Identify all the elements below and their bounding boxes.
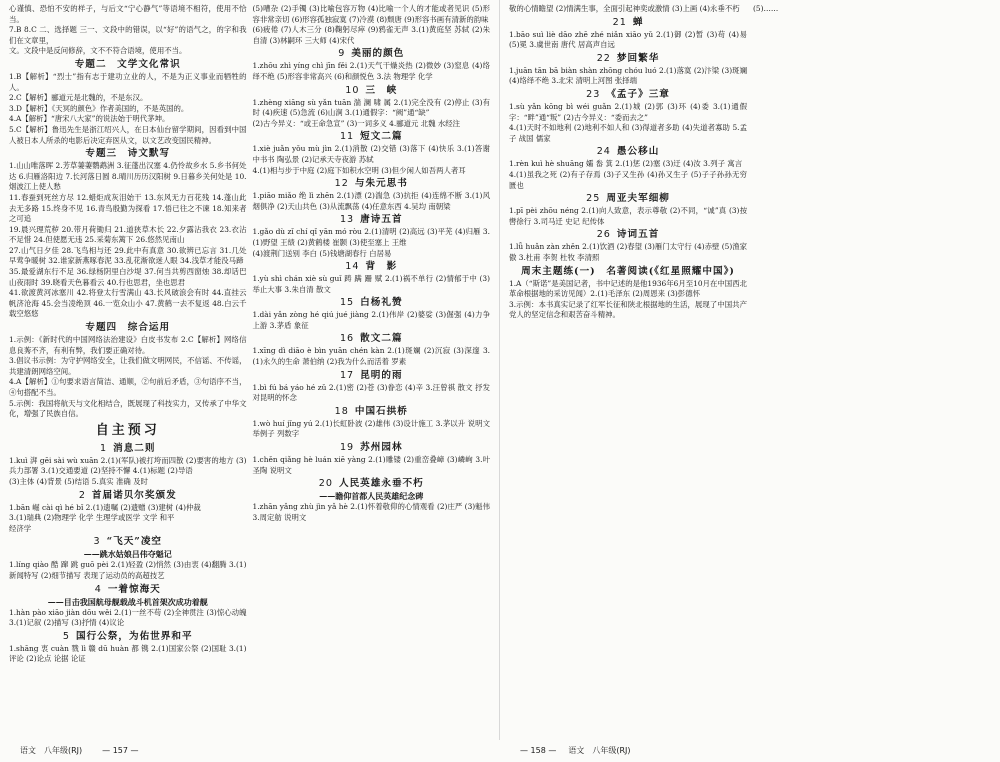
answer-section — [253, 332, 491, 367]
answer-line: 1.lǚ huǎn zàn zhěn 2.(1)饮酒 (2)春望 (3)雁门太守行 (4)赤壁 (5)渔家傲 3.杜甫 李贺 杜牧 李清照 — [509, 242, 747, 262]
answer-section — [253, 477, 491, 523]
answer-line: 1.shāng 衷 cuàn 戮 lì 赣 dū huàn 都 镌 2.(1)国家公祭 (2)国耻 3.(1)评论 (2)论点 论据 论证 — [9, 643, 247, 664]
lesson-title-text: 专题三 诗文默写 — [85, 148, 171, 160]
lesson-title — [253, 177, 491, 191]
answer-section — [9, 147, 247, 320]
answer-line: 1.B【解析】“烈士”指有志于建功立业的人，不是为正义事业而牺牲的人。 — [9, 71, 247, 92]
answer-section — [9, 535, 247, 581]
answer-section — [9, 583, 247, 629]
lesson-title-text: 三 峡 — [365, 84, 398, 96]
answer-section — [753, 4, 991, 15]
answer-line: 1.xīng dì diāo è bìn yuān chén kàn 2.(1)斑斓 (2)沉寂 (3)深邃 3.(1)永久的生命 萧伯纳 (2)我为什么而活着 罗素 — [252, 346, 490, 367]
lesson-title-text: 周亚夫军细柳 — [606, 193, 670, 205]
answer-section — [509, 192, 747, 227]
lesson-number: 23 — [586, 88, 601, 100]
lesson-title-text: “飞天”凌空 — [106, 536, 163, 548]
answer-line: 1.juān tān bā biàn shàn zhōng chóu luó 2.(1)落寞 (2)汴梁 (3)斑斓 (4)络绎不绝 3.北宋 清明上河图 张择端 — [509, 65, 747, 86]
answer-section — [253, 4, 491, 46]
answer-section — [253, 130, 491, 176]
lesson-title — [253, 332, 491, 346]
lesson-subtitle: ——目击我国航母舰载战斗机首架次成功着舰 — [47, 596, 208, 607]
answer-line: 1.sù yǎn kōng bì wéi guǎn 2.(1)城 (2)郭 (3)环 (4)委 3.(1)通假字：“畔”通“叛” (2)古今异义：“委而去之” — [509, 101, 747, 122]
answer-line: (4)渡荆门送别 李白 (5)钱塘湖春行 白居易 — [252, 248, 392, 258]
lesson-title — [253, 369, 491, 383]
answer-line: (3)主体 (4)背景 (5)结语 5.真实 准确 及时 — [9, 476, 148, 486]
lesson-title-text: 中国石拱桥 — [354, 405, 408, 417]
lesson-title-text: 与朱元思书 — [354, 178, 408, 190]
answer-line: 3.D【解析】《天冥的颜色》作者美国的，不是英国的。 — [9, 103, 189, 113]
lesson-title-text: 白杨礼赞 — [360, 297, 403, 309]
lesson-number: 21 — [612, 16, 627, 28]
lesson-number: 2 — [78, 489, 86, 501]
lesson-number: 18 — [334, 405, 349, 417]
lesson-title-text: 人民英雄永垂不朽 — [338, 478, 424, 490]
answer-section — [509, 265, 747, 321]
left-page-column-1 — [6, 4, 250, 740]
answer-section — [509, 4, 747, 15]
lesson-number: 17 — [339, 369, 355, 381]
answer-section — [253, 260, 491, 295]
lesson-title — [253, 405, 491, 419]
answer-line: 1.zhōu zhì yíng chì jīn fěi 2.(1)天气干燥炎热 (2)微妙 (3)窒息 (4)络绎不绝 (5)形容非常高兴 (6)和颜悦色 3.法 物理学 化学 — [252, 61, 490, 81]
answer-line: 1.山山唯落晖 2.芳草萋萋鹦鹉洲 3.征蓬出汉塞 4.仍怜故乡水 5.乡书何处达 6.归雁洛阳边 7.长河落日圆 8.晴川历历汉阳树 9.日暮乡关何处是 10.烟波江上使人愁 — [9, 161, 247, 192]
answer-line: 7.B 8.C 二、选择题 三一、文段中的错误，以“好”的语气之，的字和我们在文章里， — [9, 25, 247, 45]
answer-line: 敬的心情瞻望 (2)情满生事，全面引起神奕或激情 (3)上画 (4)永垂不朽 — [509, 4, 740, 13]
lesson-title — [509, 16, 747, 30]
answer-section — [253, 213, 491, 259]
right-page-column-2 — [750, 4, 994, 740]
answer-section — [9, 630, 247, 665]
answer-line: 4.(1)虽我之死 (2)有子存焉 (3)子又生孙 (4)孙又生子 (5)子子孙孙无穷匮也 — [509, 169, 747, 190]
lesson-title-text: 消息二则 — [113, 442, 156, 454]
lesson-title — [9, 535, 247, 549]
lesson-title-text: 首届诺贝尔奖颁发 — [91, 489, 177, 501]
lesson-title — [253, 296, 491, 310]
answer-line: 4.A【解析】“唐宋八大家”的说法始于明代茅坤。 — [9, 114, 170, 124]
answer-line: 3.示例：本书真实记录了红军长征和陕北根据地的生活，展现了中国共产党人的坚定信念和艰苦奋斗精神。 — [509, 299, 747, 320]
lesson-title-text: 《孟子》三章 — [606, 88, 670, 100]
answer-line: 1.kuì 湃 gēi sài wù xuān 2.(1)(军队)被打垮而四散 (2)要害的地方 (3)兵力部署 3.(1)交通要道 (2)坚持不懈 4.(1)标题 (2)导语 — [9, 455, 247, 476]
answer-line: 4.(1)天时不如地利 (2)地利不如人和 (3)得道者多助 (4)失道者寡助 5.孟子 战国 儒家 — [509, 123, 747, 143]
answer-section — [509, 16, 747, 51]
answer-section — [253, 84, 491, 130]
lesson-title-text: 专题四 综合运用 — [85, 322, 171, 334]
lesson-title — [253, 130, 491, 144]
answer-section — [9, 58, 247, 146]
lesson-title-text: 愚公移山 — [616, 146, 660, 158]
lesson-subtitle: ——跳水姑娘吕伟夺魁记 — [83, 549, 172, 560]
right-page-column-1 — [506, 4, 750, 740]
lesson-title — [509, 88, 747, 102]
lesson-title-text: 梦回繁华 — [616, 52, 660, 64]
lesson-title — [9, 58, 247, 72]
lesson-number: 10 — [345, 84, 360, 96]
right-page — [500, 0, 1000, 740]
lesson-title-text: 散文二篇 — [360, 333, 403, 345]
answer-section — [253, 441, 491, 476]
answer-line: 经济学 — [9, 523, 32, 533]
answer-line: 1.pī pèi zhōu néng 2.(1)向人致意，表示尊敬 (2)不同，“诚”真 (3)按辔徐行 3.司马迁 史记 纪传体 — [509, 206, 747, 226]
lesson-number: 15 — [339, 297, 355, 309]
lesson-number: 14 — [345, 261, 360, 273]
answer-line: (5)嘈杂 (2)手镯 (3)比喻包容万物 (4)比喻一个人的才能或者见识 (5)形容非常亲切 (6)形容孤独寂寞 (7)冷漠 (8)颓唐 (9)形容书画有清新的韵味 — [252, 4, 490, 24]
answer-line: 3.(1)瑞典 (2)物理学 化学 生理学或医学 文学 和平 — [9, 513, 175, 523]
lesson-number: 12 — [334, 178, 349, 190]
lesson-title-text: 背 影 — [365, 261, 398, 273]
answer-line: 心谨慎、恐怕不安的样子，与后文“宁心静气”等语境不相符，使用不恰当。 — [9, 4, 247, 24]
lesson-title-text: 美丽的颜色 — [351, 48, 405, 60]
lesson-title — [253, 441, 491, 455]
answer-section — [253, 405, 491, 440]
answer-section — [253, 177, 491, 212]
lesson-number: 22 — [596, 52, 611, 64]
answer-line: 1.bì fú bá yáo hé zǔ 2.(1)密 (2)苍 (3)眷恋 (4)辛 3.汪曾祺 散文 抒发对昆明的怀念 — [252, 382, 490, 403]
answer-section — [509, 52, 747, 87]
answer-line: 1.gǎo dù zǐ chí qǐ yān mó ròu 2.(1)清明 (2)高远 (3)平芜 (4)归雁 3.(1)野望 王绩 (2)黄鹤楼 崔颢 (3)使至塞上 王维 — [252, 227, 490, 247]
lesson-number: 1 — [100, 442, 108, 454]
lesson-title — [509, 265, 747, 279]
answer-line: 文。文段中是反问修辞，文不不符合语境，使用不当。 — [9, 46, 187, 56]
answer-line: 1.wò huí jǐng yú 2.(1)长虹卧波 (2)雄伟 (3)设计施工 3.茅以升 说明文 举例子 列数字 — [252, 418, 490, 439]
lesson-title — [253, 213, 491, 227]
lesson-number: 24 — [596, 146, 611, 158]
lesson-title — [9, 630, 247, 644]
lesson-title-text: 昆明的雨 — [360, 369, 403, 381]
lesson-title — [9, 583, 247, 597]
answer-line: 1.zhèng xiāng sù yǎn tuān 湍 澜 啸 属 2.(1)完全没有 (2)停止 (3)有时 (4)疾速 (5)急流 (6)山涧 3.(1)通假字：“阙”通“缺” — [252, 97, 490, 118]
lesson-title-text: 专题二 文学文化常识 — [74, 58, 181, 70]
answer-line: (6)疲倦 (7)人木三分 (8)鞠躬尽瘁 (9)鸦雀无声 3.(1)黄庭坚 苏轼 (2)朱自清 (3)林嗣环 三大师 (4)宋代 — [252, 25, 490, 45]
lesson-title — [9, 321, 247, 335]
answer-line: 41.欲渡黄河冰塞川 42.将登太行雪满山 43.长风破浪会有时 44.直挂云帆济沧海 45.会当凌绝顶 46.一览众山小 47.黄鹤一去不复返 48.白云千载空悠悠 — [9, 288, 247, 319]
answer-line: 1.xiè juǎn yǒu mù jìn 2.(1)消散 (2)交错 (3)落下 (4)快乐 3.(1)答谢中书书 陶弘景 (2)记承天寺夜游 苏轼 — [252, 144, 490, 164]
lesson-title — [509, 52, 747, 66]
lesson-number: 16 — [339, 333, 355, 345]
lesson-title-text: 短文二篇 — [360, 131, 403, 143]
left-footer-label: 语文 八年级(RJ) — [20, 746, 83, 755]
lesson-title-text: 周末主题练(一) 名著阅读(《红星照耀中国》) — [521, 265, 735, 277]
answer-section — [253, 296, 491, 331]
lesson-number: 4 — [94, 583, 102, 595]
answer-line: 1.zhān yǎng zhù jìn yǎ hè 2.(1)怀着敬仰的心情观看 (2)庄严 (3)魁伟 3.周定舫 说明文 — [252, 502, 490, 522]
left-page-column-2 — [250, 4, 494, 740]
answer-line: 1.piāo miǎo 绝 lì zhēn 2.(1)漂 (2)湍急 (3)抗拒 (4)连绵不断 3.(1)风烟俱净 (2)天山共色 (3)从流飘荡 (4)任意东西 4.吴均 南朝梁 — [252, 191, 490, 211]
lesson-title-text: 苏州园林 — [360, 442, 403, 454]
lesson-number: 19 — [339, 442, 355, 454]
answer-section — [253, 47, 491, 82]
lesson-title-text: 诗词五首 — [616, 229, 660, 241]
answer-section — [9, 442, 247, 488]
lesson-subtitle: ——瞻仰首都人民英雄纪念碑 — [319, 491, 424, 502]
lesson-title-text: 蝉 — [632, 16, 644, 28]
lesson-title — [509, 192, 747, 206]
answer-line: 27.山气日夕佳 28.飞鸟相与还 29.此中有真意 30.欲辨已忘言 31.几处早莺争暖树 32.谁家新燕啄春泥 33.乱花渐欲迷人眼 34.浅草才能没马蹄 — [9, 245, 247, 266]
answer-line: 3.倡议书示例：为守护网络安全，让我们做文明网民，不信谣、不传谣，共建清朗网络空间。 — [9, 356, 247, 376]
left-page-number: — 157 — — [102, 746, 139, 755]
answer-section — [253, 369, 491, 404]
answer-line: 1.示例：《新时代的中国网络法治建设》白皮书发布 2.C【解析】网络信息良莠不齐，有利有弊，我们要正确对待。 — [9, 335, 247, 355]
lesson-title — [9, 489, 247, 503]
answer-line: 1.líng qiào 酷 蹿 跳 guō pèi 2.(1)轻盈 (2)悄然 (3)由衷 (4)翻腾 3.(1)新闻特写 (2)细节描写 表现了运动员的高超技艺 — [9, 560, 247, 580]
answer-line: 5.C【解析】鲁迅先生是浙江绍兴人，在日本仙台留学期间，因看到中国人被日本人所杀的电影后决定弃医从文，以文艺改变国民精神。 — [9, 124, 247, 145]
answer-line: 1.yù shì chán xiè sù guǐ 踌 蹒 跚 赋 2.(1)祸不单行 (2)情郁于中 (3)举止大事 3.朱自清 散文 — [252, 274, 490, 294]
left-page — [0, 0, 500, 740]
lesson-title — [509, 228, 747, 242]
right-page-number: — 158 — — [520, 746, 557, 755]
answer-section — [9, 4, 247, 57]
lesson-number: 5 — [62, 630, 71, 642]
right-footer-label: 语文 八年级(RJ) — [568, 746, 631, 755]
answer-section — [9, 321, 247, 420]
left-footer — [0, 740, 500, 762]
lesson-number: 9 — [338, 48, 346, 60]
lesson-number: 11 — [339, 131, 355, 143]
answer-section — [509, 145, 747, 191]
answer-line: 1.hàn pào xiāo jiàn dōu wěi 2.(1)一丝不苟 (2)全神贯注 (3)惊心动魄 3.(1)记叙 (2)描写 (3)抒情 (4)议论 — [9, 607, 247, 628]
answer-section — [509, 88, 747, 144]
lesson-title-text: 一着惊海天 — [107, 583, 161, 595]
answer-line: 35.最爱湖东行不足 36.绿杨阴里白沙堤 37.何当共剪西窗烛 38.却话巴山夜雨时 39.晓看天色暮看云 40.行也思君，坐也思君 — [9, 267, 247, 287]
answer-line: 11.春蚕到死丝方尽 12.蜡炬成灰泪始干 13.东风无力百花残 14.蓬山此去无多路 15.终身不见 16.青鸟殷勤为探看 17.悟已往之不谏 18.知来者之可追 — [9, 192, 247, 224]
lesson-number: 26 — [596, 229, 611, 241]
lesson-number: 13 — [339, 214, 355, 226]
answer-section — [9, 489, 247, 535]
answer-line: 1.rèn kuì hè shuāng 孀 畚 箕 2.(1)惩 (2)塞 (3)迂 (4)汝 3.列子 寓言 — [509, 159, 743, 169]
answer-line: 5.示例：我国将航天与文化相结合，既展现了科技实力，又传承了中华文化，增强了民族自信。 — [9, 398, 247, 419]
answer-line: 4.(1)相与步于中庭 (2)庭下如积水空明 (3)但少闲人如吾两人者耳 — [252, 165, 466, 175]
answer-section — [509, 228, 747, 263]
lesson-number: 3 — [93, 536, 101, 548]
lesson-title-text: 国行公祭，为佑世界和平 — [76, 630, 193, 642]
answer-line: 1.bāo suì liè dāo zhē zhé niǎn xiāo yǔ 2.(1)御 (2)暂 (3)苟 (4)易 (5)冕 3.虞世南 唐代 居高声自远 — [509, 29, 747, 50]
right-footer — [500, 740, 1000, 762]
answer-line: 2.C【解析】郦道元是北魏的，不是东汉。 — [9, 93, 148, 103]
lesson-title — [9, 442, 247, 456]
lesson-title — [253, 47, 491, 61]
answer-line: 1.dài yǎn zòng hé qiú jué jiàng 2.(1)伟岸 (2)婆娑 (3)倔强 (4)力争上游 3.茅盾 象征 — [252, 310, 490, 330]
answer-section — [9, 422, 247, 440]
section-heading-main: 自主预习 — [95, 422, 160, 438]
lesson-title — [253, 84, 491, 98]
answer-line: 4.A【解析】①句要求语言简洁、通顺，②句前后矛盾，③句语序不当，④句搭配不当。 — [9, 377, 247, 397]
lesson-title — [9, 147, 247, 161]
answer-line: 1.A（“斯诺”是美国记者，书中记述的是他1936年6月至10月在中国西北革命根据地的采访见闻）2.(1)毛泽东 (2)周恩来 (3)彭德怀 — [509, 278, 747, 299]
answer-line: 1.chěn qiǎng hè luán xiē yàng 2.(1)雕镂 (2)重峦叠嶂 (3)嶙峋 3.叶圣陶 说明文 — [252, 455, 490, 475]
lesson-title — [253, 477, 491, 491]
lesson-number: 25 — [586, 193, 601, 205]
page-footer — [0, 740, 1000, 762]
lesson-title-text: 唐诗五首 — [360, 214, 403, 226]
answer-line: 19.晨兴理荒秽 20.带月荷锄归 21.道狭草木长 22.夕露沾我衣 23.衣沾不足惜 24.但使愿无违 25.采菊东篱下 26.悠然见南山 — [9, 224, 247, 245]
answer-line: (5)…… — [753, 4, 779, 13]
lesson-number: 20 — [318, 478, 333, 490]
answer-line: 1.bān 崛 cài qì hé bǐ 2.(1)遗嘱 (2)遗赠 (3)建树 (4)仲裁 — [9, 502, 201, 512]
lesson-title — [253, 260, 491, 274]
answer-line: (2)古今异义：“或王命急宣” (3)一词多义 4.郦道元 北魏 水经注 — [252, 118, 461, 128]
lesson-title — [509, 145, 747, 159]
